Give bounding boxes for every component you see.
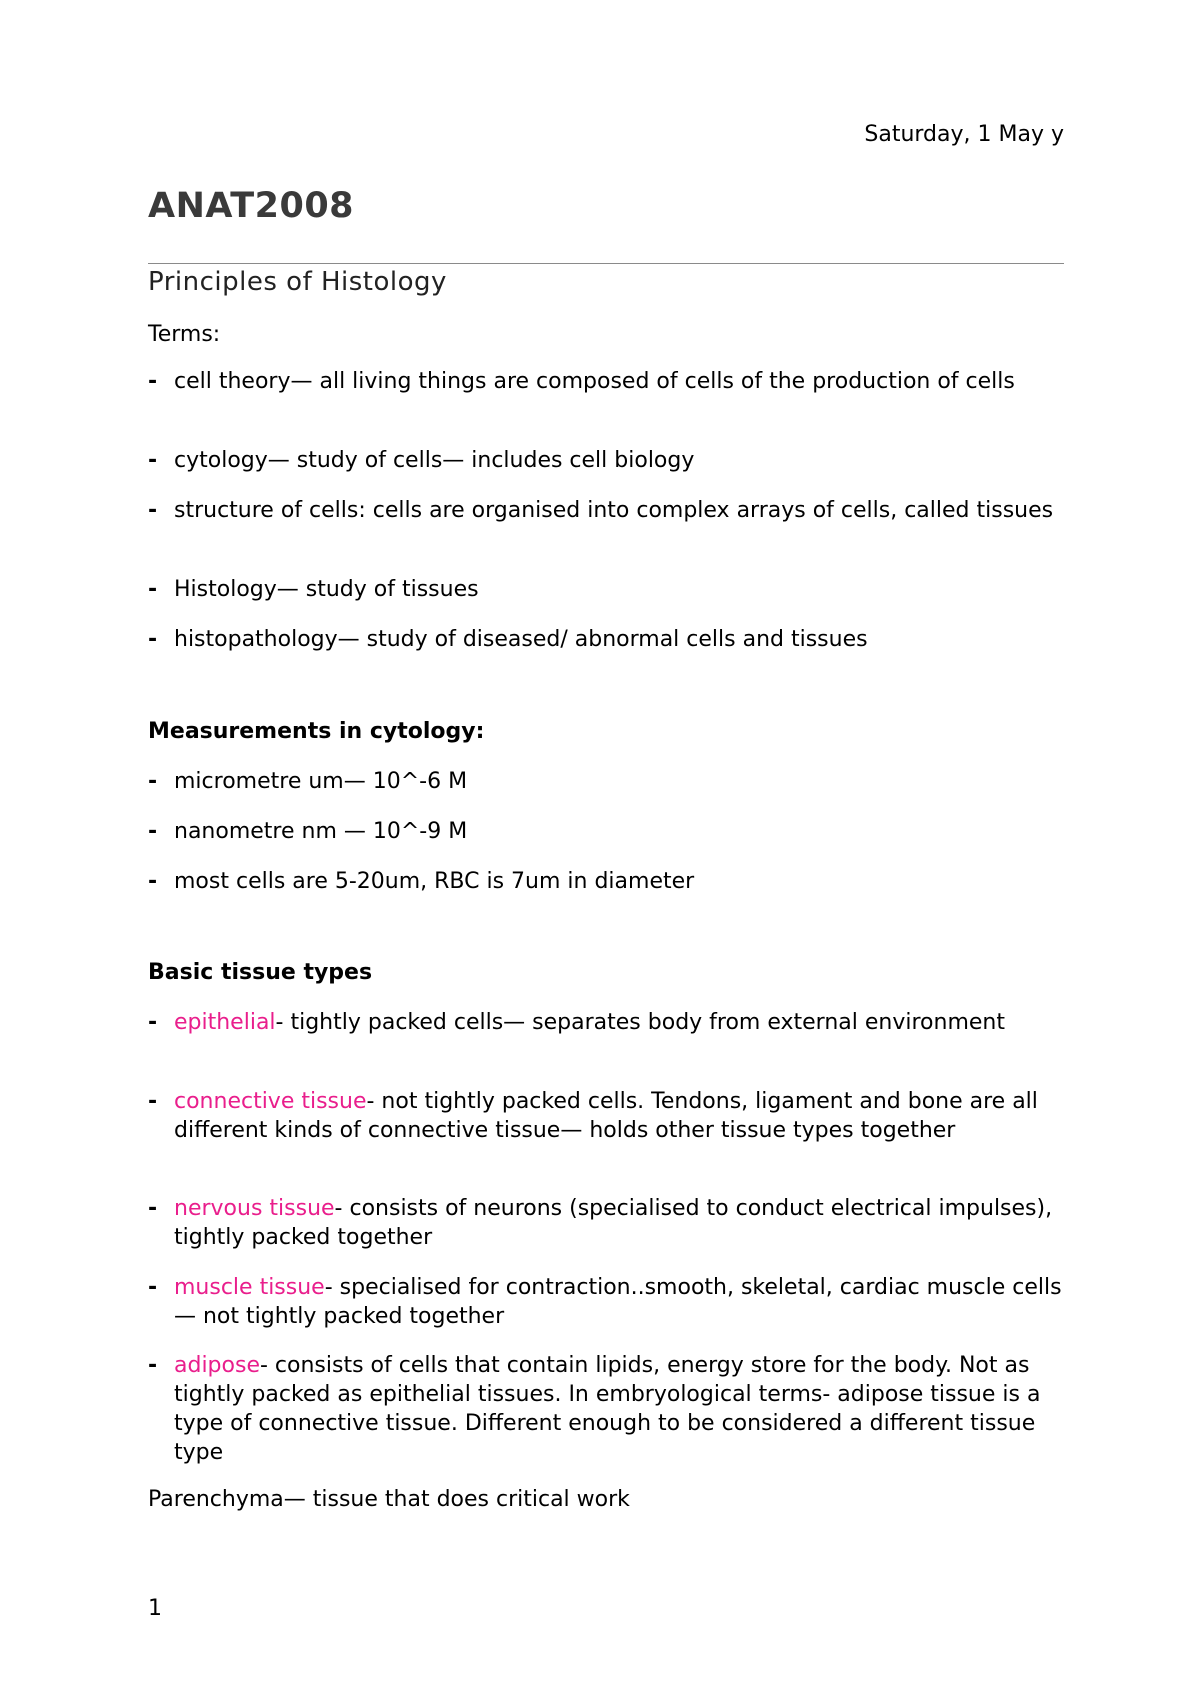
bullet-dash: - — [148, 369, 158, 394]
bullet-dash: - — [148, 769, 158, 794]
measurements-heading: Measurements in cytology: — [148, 719, 485, 744]
bullet-dash: - — [148, 1196, 158, 1221]
list-item-text: cell theory— all living things are composed of cells of the production of cells — [174, 369, 1015, 394]
tissue-term: adipose — [174, 1353, 260, 1378]
bullet-dash: - — [148, 1010, 158, 1035]
bullet-dash: - — [148, 448, 158, 473]
list-item-text: micrometre um— 10^-6 M — [174, 769, 468, 794]
bullet-dash: - — [148, 869, 158, 894]
tissue-description: - specialised for contraction..smooth, skeletal, cardiac muscle cells— not tightly packed together — [174, 1275, 1062, 1329]
tissue-term: nervous tissue — [174, 1196, 335, 1221]
list-item-text: cytology— study of cells— includes cell biology — [174, 448, 695, 473]
tissue-description: - consists of neurons (specialised to conduct electrical impulses), tightly packed together — [174, 1196, 1053, 1250]
bullet-dash: - — [148, 819, 158, 844]
tissue-term: connective tissue — [174, 1089, 367, 1114]
bullet-dash: - — [148, 498, 158, 523]
terms-label: Terms: — [148, 322, 221, 347]
parenchyma-note: Parenchyma— tissue that does critical work — [148, 1487, 630, 1512]
list-item-text — [174, 1008, 1066, 1037]
list-item-text: nanometre nm — 10^-9 M — [174, 819, 468, 844]
course-title: ANAT2008 — [148, 186, 355, 226]
list-item-text — [174, 1087, 1066, 1145]
list-item-text: histopathology— study of diseased/ abnormal cells and tissues — [174, 627, 868, 652]
list-item-text: Histology— study of tissues — [174, 577, 479, 602]
tissue-description: - tightly packed cells— separates body from external environment — [275, 1010, 1005, 1035]
tissue-term: epithelial — [174, 1010, 276, 1035]
list-item-text: structure of cells: cells are organised into complex arrays of cells, called tissues — [174, 498, 1054, 523]
bullet-dash: - — [148, 627, 158, 652]
list-item-text — [174, 1194, 1066, 1252]
document-subtitle: Principles of Histology — [148, 267, 447, 297]
tissue-description: - consists of cells that contain lipids, energy store for the body. Not as tightly packed as epithelial tissues. In embryological terms- adipose tissue is a type of connective tissue. Different enough to be considered a different tissue type — [174, 1353, 1041, 1465]
list-item-text — [174, 1351, 1066, 1467]
tissue-description: - not tightly packed cells. Tendons, ligament and bone are all different kinds of connective tissue— holds other tissue types together — [174, 1089, 1038, 1143]
date-header: Saturday, 1 May y — [864, 122, 1064, 147]
bullet-dash: - — [148, 1275, 158, 1300]
tissue-term: muscle tissue — [174, 1275, 325, 1300]
bullet-dash: - — [148, 1089, 158, 1114]
tissue-types-heading: Basic tissue types — [148, 960, 373, 985]
list-item-text: most cells are 5-20um, RBC is 7um in diameter — [174, 869, 695, 894]
bullet-dash: - — [148, 1353, 158, 1378]
list-item-text — [174, 1273, 1066, 1331]
bullet-dash: - — [148, 577, 158, 602]
title-divider — [148, 263, 1064, 264]
page-number: 1 — [148, 1596, 162, 1621]
